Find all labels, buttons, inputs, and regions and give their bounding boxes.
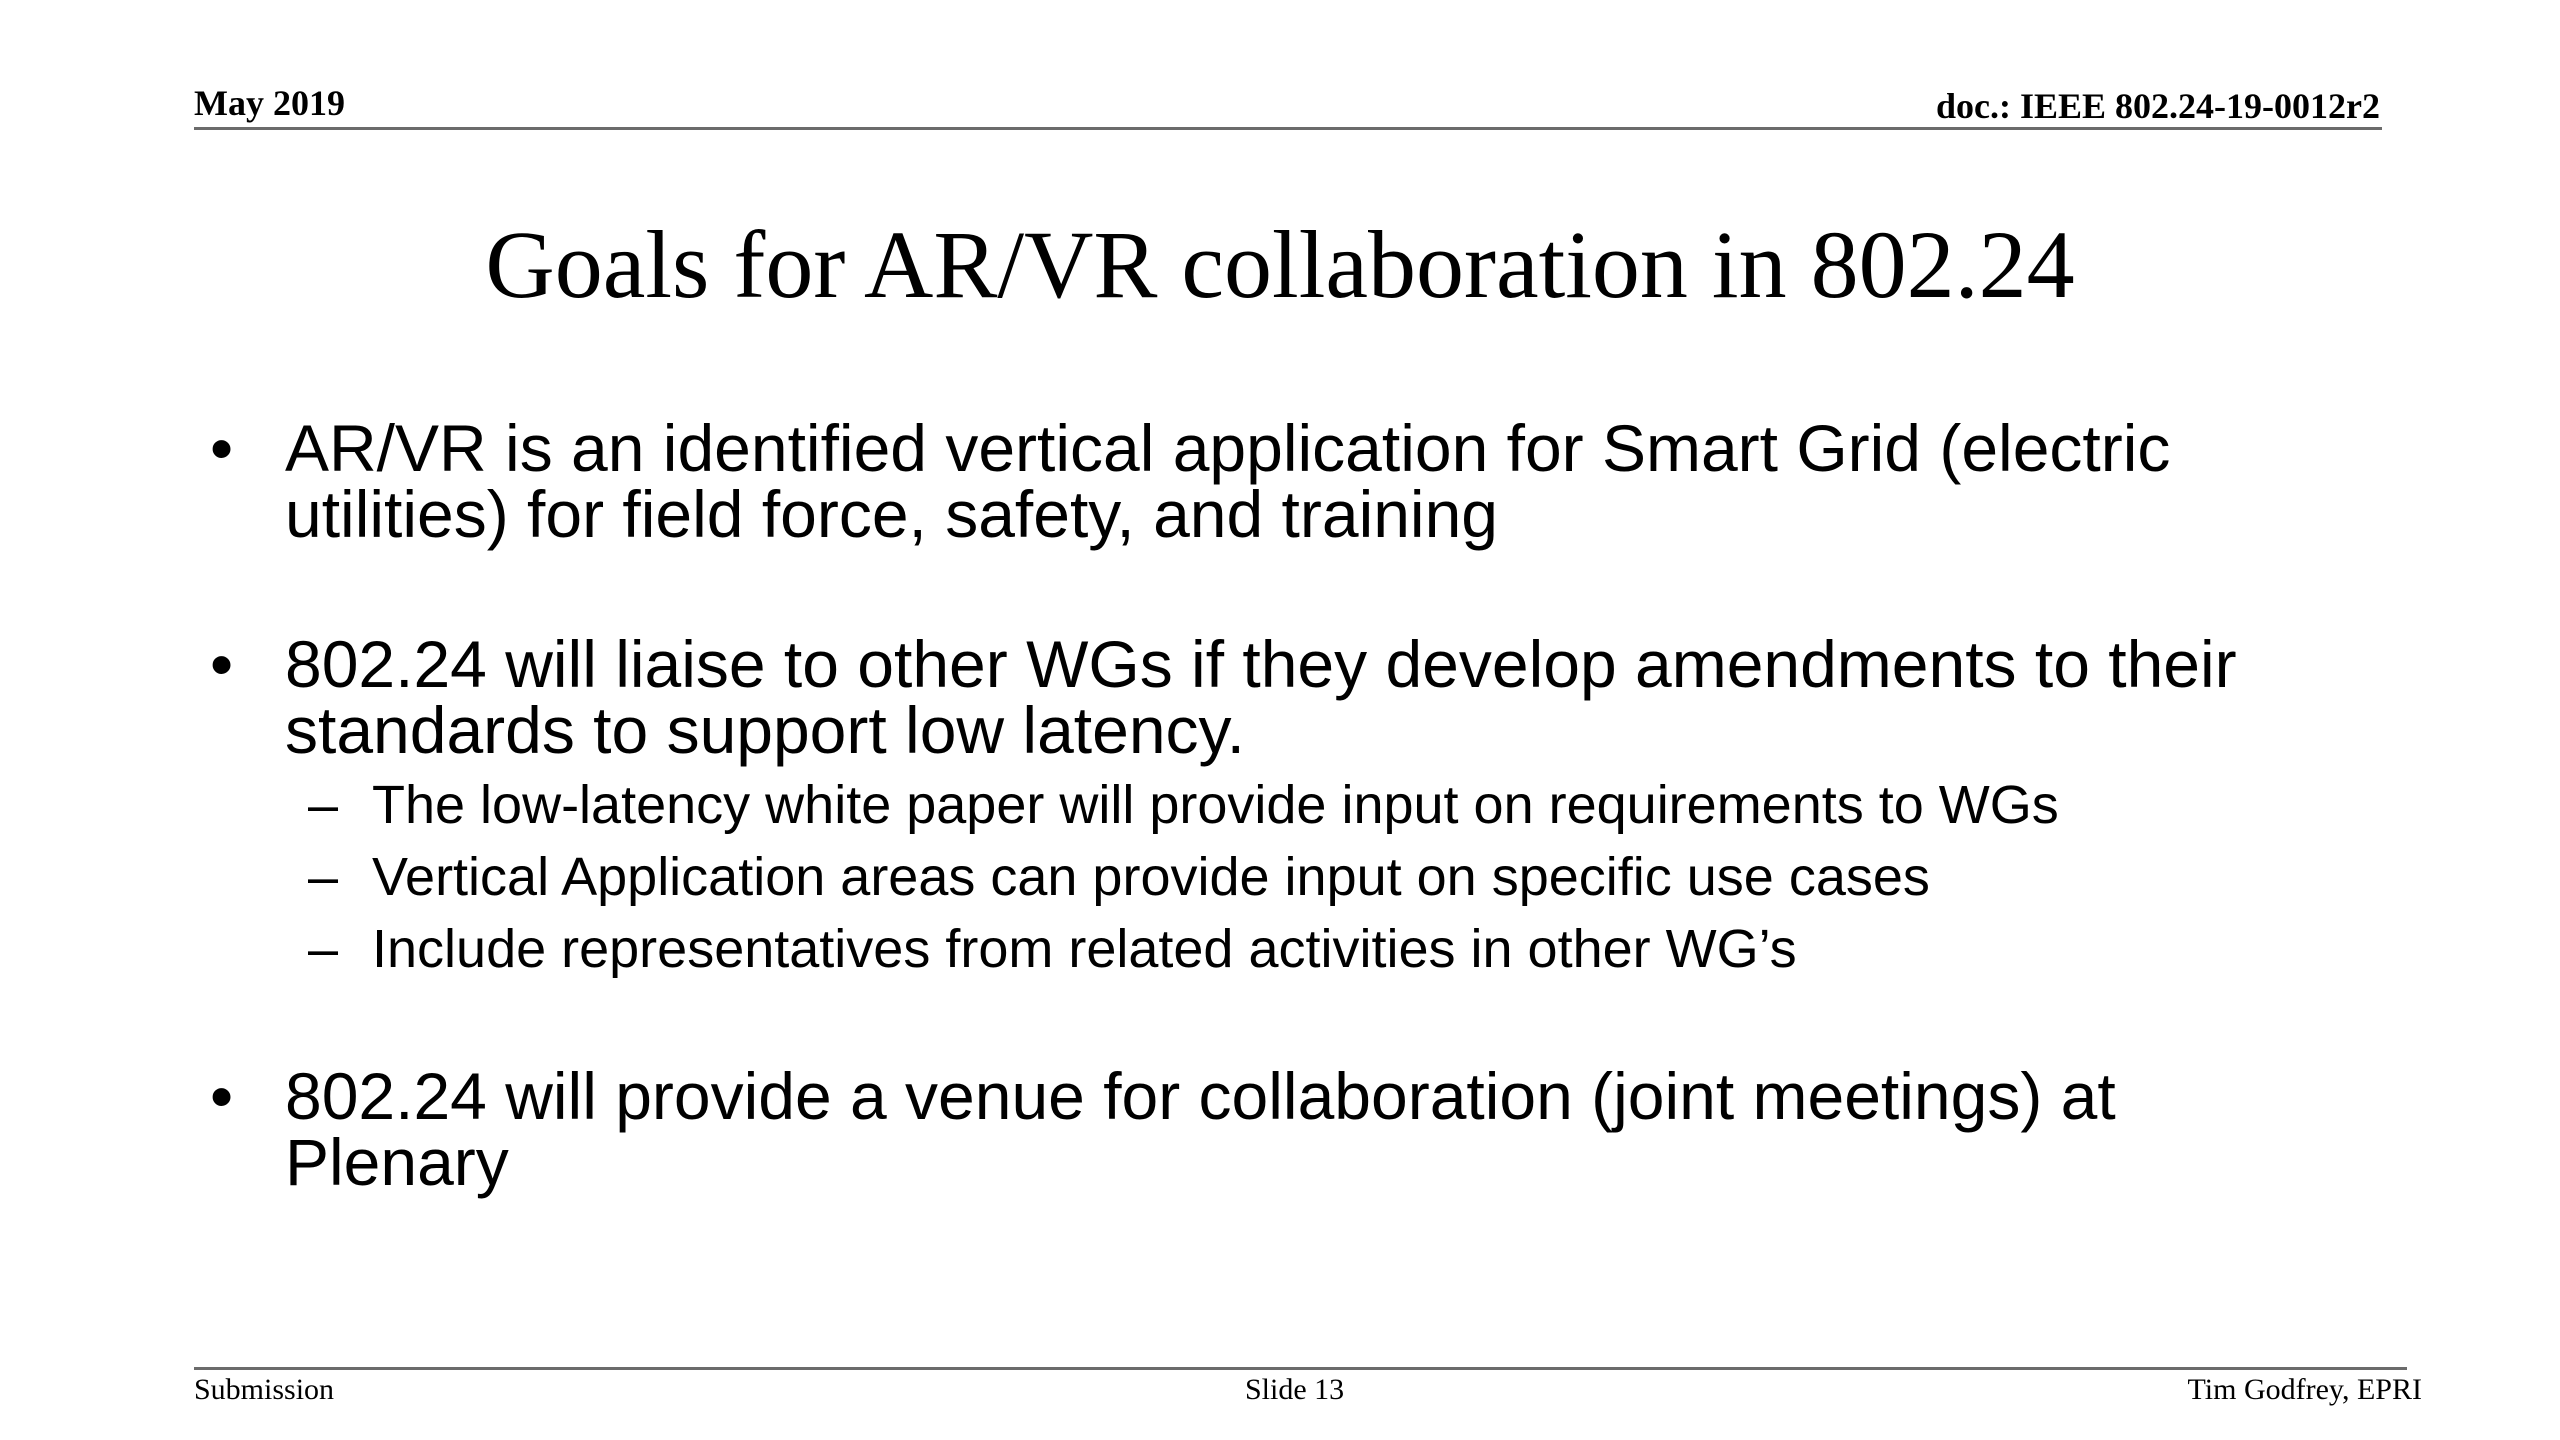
sub-bullet-item-2 [205, 841, 2355, 913]
slide-body [205, 411, 2355, 1199]
bullet-item-3 [205, 1059, 2355, 1199]
bullet-marker: • [210, 1059, 234, 1133]
footer-submission: Submission [194, 1373, 335, 1406]
footer-slide-number: Slide 13 [1245, 1373, 1345, 1406]
sub-bullet-marker: – [308, 847, 339, 907]
slide-title: Goals for AR/VR collaboration in 802.24 [485, 211, 2075, 318]
bullet-line: 802.24 will provide a venue for collaboration (joint meetings) at [285, 1059, 2116, 1133]
sub-bullet-item-3 [205, 913, 2355, 985]
sub-bullet-text: The low-latency white paper will provide input on requirements to WGs [372, 775, 2059, 835]
bullet-line: 802.24 will liaise to other WGs if they develop amendments to their [285, 627, 2237, 701]
header-date: May 2019 [194, 83, 345, 123]
sub-bullet-text: Vertical Application areas can provide input on specific use cases [372, 847, 1930, 907]
footer-divider [194, 1367, 2407, 1370]
bullet-line: standards to support low latency. [285, 693, 1245, 767]
sub-bullet-text: Include representatives from related activities in other WG’s [372, 919, 1797, 979]
sub-bullet-marker: – [308, 775, 339, 835]
bullet-line: utilities) for field force, safety, and training [285, 477, 1499, 551]
bullet-line: AR/VR is an identified vertical application for Smart Grid (electric [285, 411, 2171, 485]
sub-bullet-marker: – [308, 919, 339, 979]
bullet-marker: • [210, 627, 234, 701]
bullet-line: Plenary [285, 1125, 509, 1199]
bullet-item-2 [205, 627, 2355, 767]
header-doc-id: doc.: IEEE 802.24-19-0012r2 [1936, 86, 2380, 126]
sub-bullet-item-1 [205, 769, 2355, 841]
bullet-item-1 [205, 411, 2355, 551]
footer-author: Tim Godfrey, EPRI [2187, 1373, 2422, 1406]
header-divider [194, 127, 2382, 130]
bullet-marker: • [210, 411, 234, 485]
